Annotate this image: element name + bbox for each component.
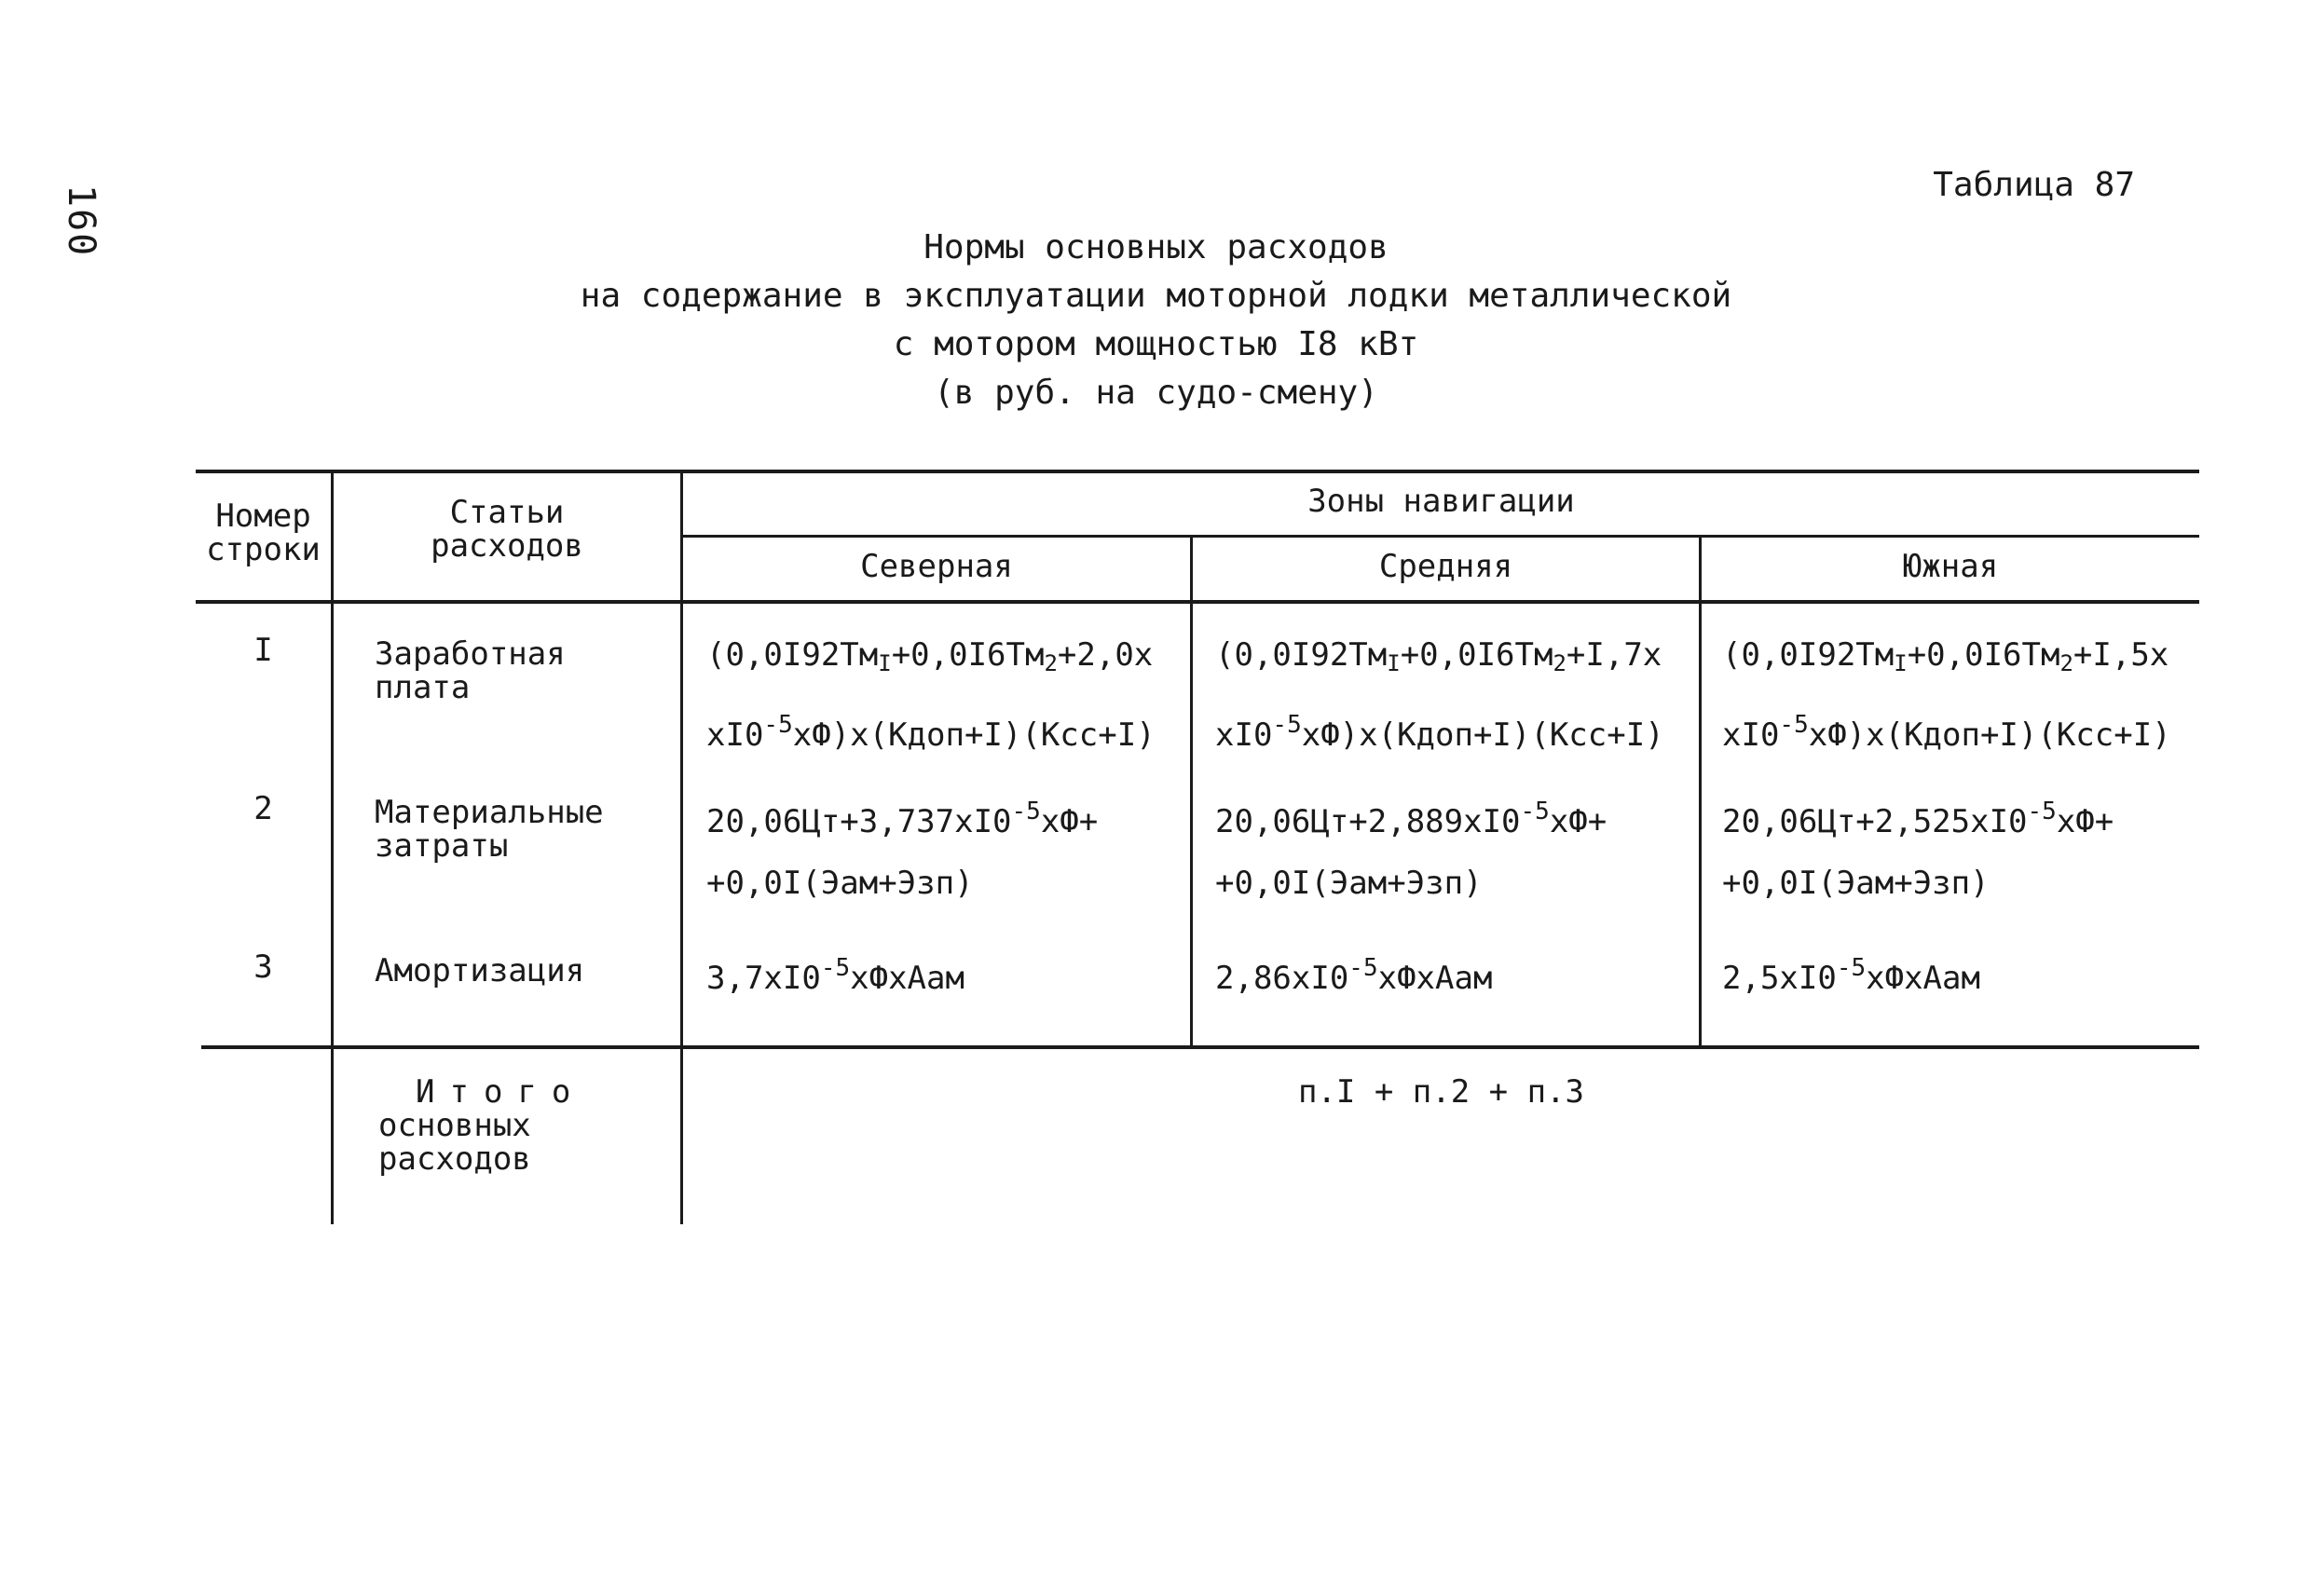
row-2-name-line-2: затраты bbox=[375, 827, 509, 865]
row-2-north-line-1 bbox=[706, 781, 1098, 853]
row-3-north bbox=[706, 937, 964, 1009]
formula-sup: -5 bbox=[1348, 954, 1378, 982]
header-row-number-line-1: Номер bbox=[215, 498, 311, 535]
rule-header-bottom bbox=[196, 600, 2199, 604]
row-2-number: 2 bbox=[253, 790, 273, 827]
formula-sub: I bbox=[878, 650, 892, 676]
table-label: Таблица 87 bbox=[1933, 166, 2135, 204]
row-1-north bbox=[706, 624, 1156, 766]
total-label bbox=[378, 1075, 585, 1176]
formula-part: +0,0I6Тм bbox=[1400, 636, 1553, 674]
formula-part: 20,06Цт+2,889хI0 bbox=[1215, 803, 1521, 840]
formula-sup: -5 bbox=[1779, 711, 1809, 739]
row-3-number: 3 bbox=[253, 948, 273, 986]
table-title bbox=[0, 224, 2312, 417]
row-1-middle-line-2 bbox=[1215, 694, 1664, 766]
formula-part: (0,0I92Тм bbox=[1722, 636, 1895, 674]
formula-sup: -5 bbox=[1272, 711, 1302, 739]
row-2-middle-line-2: +0,0I(Эам+Эзп) bbox=[1215, 865, 1483, 902]
formula-sup: -5 bbox=[2027, 798, 2057, 825]
formula-sup: -5 bbox=[1836, 954, 1867, 982]
row-1-middle-line-1 bbox=[1215, 624, 1664, 694]
title-line-2: на содержание в эксплуатации моторной лодки металлической bbox=[580, 277, 1732, 315]
row-3-middle bbox=[1215, 937, 1492, 1009]
header-north: Северная bbox=[860, 548, 1013, 585]
formula-sup: -5 bbox=[1011, 798, 1041, 825]
total-label-line-1: Итого bbox=[416, 1073, 586, 1111]
formula-part: +I,7х bbox=[1566, 636, 1662, 674]
header-items-line-2: расходов bbox=[431, 527, 583, 565]
rule-total bbox=[201, 1045, 2199, 1049]
row-1-south-line-1 bbox=[1722, 624, 2171, 694]
formula-part: хI0 bbox=[1722, 716, 1780, 754]
formula-sup: -5 bbox=[1520, 798, 1550, 825]
formula-part: хФ)х(Кдоп+I)(Ксс+I) bbox=[792, 716, 1156, 754]
row-1-north-line-1 bbox=[706, 624, 1156, 694]
row-2-north bbox=[706, 781, 1098, 914]
row-2-south-line-2: +0,0I(Эам+Эзп) bbox=[1722, 865, 1990, 902]
title-line-3: с мотором мощностью I8 кВт bbox=[893, 325, 1419, 363]
formula-sub: 2 bbox=[1044, 650, 1058, 676]
formula-part: хФхАам bbox=[1377, 960, 1493, 997]
row-2-middle-line-1 bbox=[1215, 781, 1607, 853]
formula-part: 20,06Цт+2,525хI0 bbox=[1722, 803, 2028, 840]
rule-col-4 bbox=[1699, 537, 1702, 1047]
cost-table bbox=[196, 470, 2199, 1224]
formula-sub: 2 bbox=[1553, 650, 1566, 676]
formula-sup: -5 bbox=[763, 711, 793, 739]
total-formula: п.I + п.2 + п.3 bbox=[1297, 1073, 1585, 1111]
header-row-number bbox=[196, 499, 331, 566]
row-1-north-line-2 bbox=[706, 694, 1156, 766]
row-2-south bbox=[1722, 781, 2114, 914]
header-middle: Средняя bbox=[1378, 548, 1513, 585]
formula-part: хФхАам bbox=[850, 960, 964, 997]
rule-top bbox=[196, 470, 2199, 473]
row-1-number: I bbox=[253, 632, 273, 669]
row-3-south bbox=[1722, 937, 1980, 1009]
row-1-name bbox=[375, 637, 566, 704]
row-1-name-line-1: Заработная bbox=[375, 635, 566, 673]
formula-part: +0,0I6Тм bbox=[891, 636, 1045, 674]
row-2-south-line-1 bbox=[1722, 781, 2114, 853]
row-1-middle bbox=[1215, 624, 1664, 766]
formula-part: (0,0I92Тм bbox=[1215, 636, 1388, 674]
row-3-name: Амортизация bbox=[375, 952, 585, 989]
rule-zones bbox=[680, 535, 2199, 538]
title-line-1: Нормы основных расходов bbox=[923, 228, 1389, 266]
rule-col-3 bbox=[1190, 537, 1193, 1047]
total-label-line-2: основных bbox=[378, 1107, 531, 1144]
row-1-name-line-2: плата bbox=[375, 669, 471, 706]
formula-part: хI0 bbox=[1215, 716, 1273, 754]
row-1-south bbox=[1722, 624, 2171, 766]
row-2-name-line-1: Материальные bbox=[375, 794, 604, 831]
formula-part: 3,7хI0 bbox=[706, 960, 821, 997]
row-1-south-line-2 bbox=[1722, 694, 2171, 766]
total-label-line-3: расходов bbox=[378, 1140, 531, 1178]
formula-part: +I,5х bbox=[2073, 636, 2169, 674]
formula-part: хФ)х(Кдоп+I)(Ксс+I) bbox=[1301, 716, 1664, 754]
row-2-middle bbox=[1215, 781, 1607, 914]
title-line-4: (в руб. на судо-смену) bbox=[934, 374, 1378, 412]
formula-sup: -5 bbox=[820, 954, 851, 982]
formula-part: хФ+ bbox=[2056, 803, 2114, 840]
header-south: Южная bbox=[1902, 548, 1999, 585]
formula-part: 20,06Цт+3,737хI0 bbox=[706, 803, 1012, 840]
header-items-line-1: Статьи bbox=[449, 494, 565, 531]
formula-sub: 2 bbox=[2059, 650, 2073, 676]
header-row-number-line-2: строки bbox=[206, 531, 321, 568]
formula-part: хФ+ bbox=[1040, 803, 1099, 840]
header-items bbox=[334, 496, 680, 563]
formula-part: +2,0х bbox=[1057, 636, 1154, 674]
row-2-north-line-2: +0,0I(Эам+Эзп) bbox=[706, 865, 974, 902]
header-zones: Зоны навигации bbox=[1307, 483, 1575, 520]
formula-part: хФ+ bbox=[1549, 803, 1607, 840]
formula-sub: I bbox=[1387, 650, 1401, 676]
rule-col-1 bbox=[331, 470, 334, 1224]
formula-part: 2,86хI0 bbox=[1215, 960, 1349, 997]
formula-sub: I bbox=[1894, 650, 1908, 676]
formula-part: +0,0I6Тм bbox=[1907, 636, 2060, 674]
formula-part: 2,5хI0 bbox=[1722, 960, 1837, 997]
row-2-name bbox=[375, 796, 604, 863]
formula-part: хФ)х(Кдоп+I)(Ксс+I) bbox=[1808, 716, 2171, 754]
formula-part: (0,0I92Тм bbox=[706, 636, 879, 674]
page-number: 160 bbox=[60, 184, 103, 258]
formula-part: хФхАам bbox=[1866, 960, 1980, 997]
formula-part: хI0 bbox=[706, 716, 764, 754]
